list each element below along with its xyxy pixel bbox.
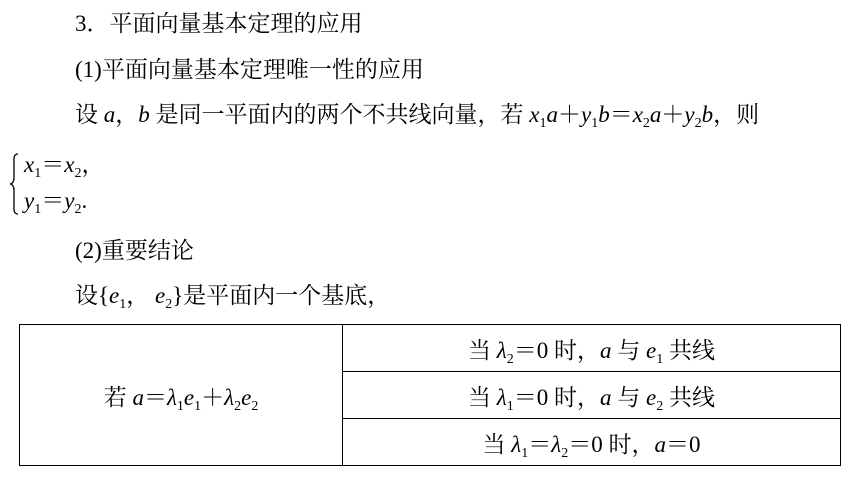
result-cell: 当 $\lambda_2=0$ 时，a 与 $e_1$ 共线 — [343, 325, 841, 372]
section-title: 平面向量基本定理的应用 — [109, 11, 363, 36]
system-equation-1: $x_1=x_2$， — [24, 152, 105, 181]
uniqueness-statement: 设 a，b 是同一平面内的两个不共线向量，若 $x_1a+y_1b=x_2a+y_2b$，则 — [75, 102, 760, 131]
subsection-1-heading — [75, 55, 424, 85]
table-row — [20, 325, 841, 372]
subsection-2-heading — [75, 236, 194, 266]
subsection-2-title: 重要结论 — [101, 238, 194, 263]
subsection-1-title: 平面向量基本定理唯一性的应用 — [101, 57, 424, 82]
basis-statement: 设{$e_1$， $e_2$}是平面内一个基底， — [75, 283, 391, 312]
vector-equation: $x_1a+y_1b=x_2a+y_2b$ — [529, 102, 714, 131]
left-brace — [9, 153, 19, 215]
result-cell: 当 $\lambda_1=\lambda_2=0$ 时，a＝0 — [343, 419, 841, 466]
system-equation-2: $y_1=y_2$. — [24, 188, 88, 217]
section-number: 3． — [75, 11, 110, 36]
condition-cell: 若 $a=\lambda_1e_1+\lambda_2e_2$ — [20, 325, 343, 466]
subsection-2-label: (2) — [75, 238, 102, 263]
conclusion-table — [19, 324, 841, 466]
vector-a: a — [103, 102, 116, 127]
result-cell: 当 $\lambda_1=0$ 时，a 与 $e_2$ 共线 — [343, 372, 841, 419]
section-heading — [75, 9, 363, 39]
vector-b: b — [138, 102, 150, 127]
subsection-1-label: (1) — [75, 57, 102, 82]
